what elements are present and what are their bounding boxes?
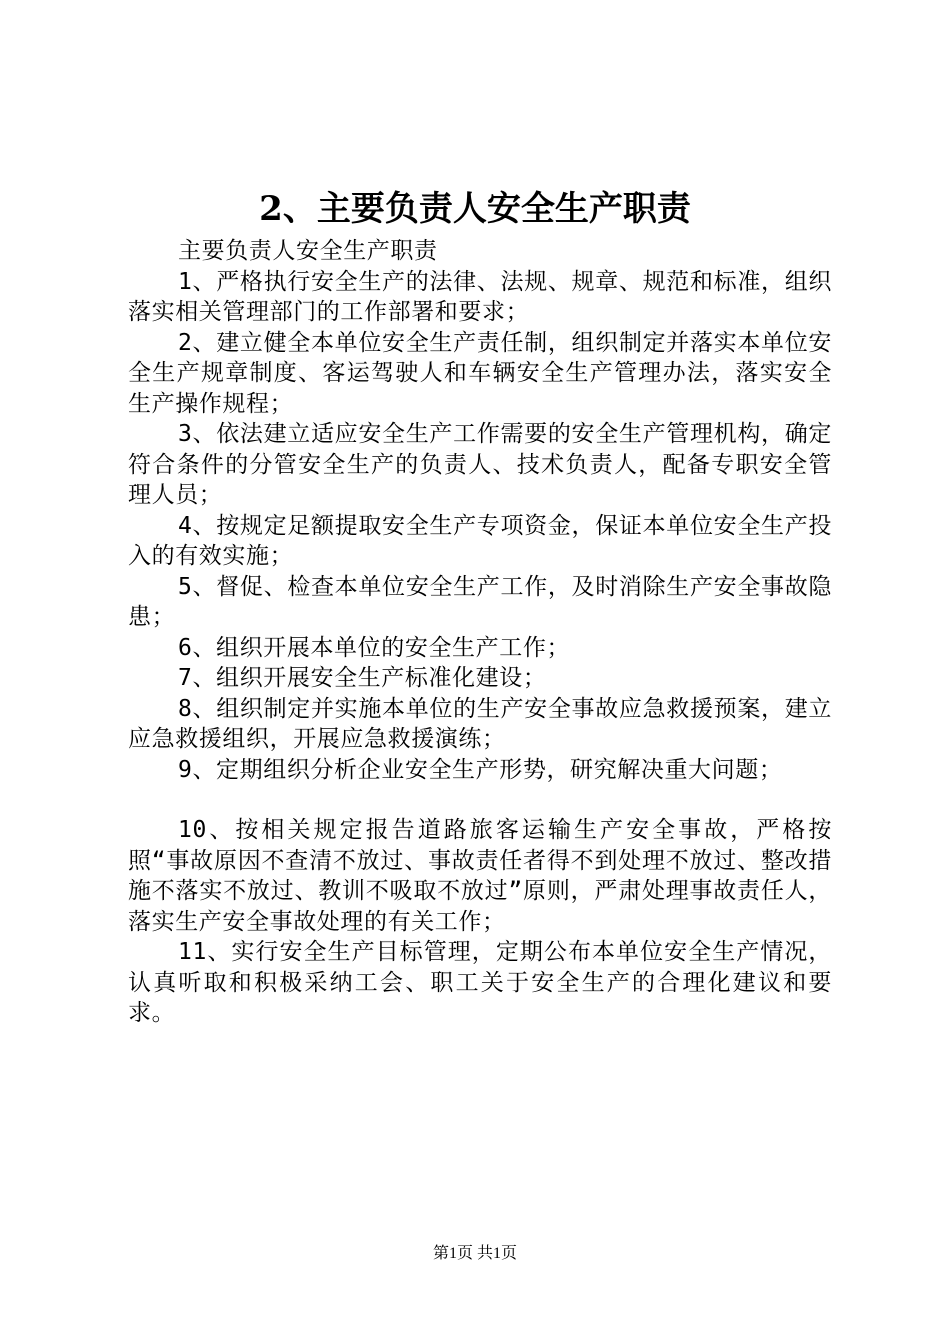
page-number-footer: 第1页 共1页 — [432, 1245, 517, 1262]
paragraph-item-2: 2、建立健全本单位安全生产责任制，组织制定并落实本单位安全生产规章制度、客运驾驶人和车辆安全生产管理办法，落实安全生产操作规程； — [128, 329, 832, 417]
paragraph-item-1: 1、严格执行安全生产的法律、法规、规章、规范和标准，组织落实相关管理部门的工作部署和要求； — [128, 268, 832, 325]
paragraph-item-3: 3、依法建立适应安全生产工作需要的安全生产管理机构，确定符合条件的分管安全生产的负责人、技术负责人，配备专职安全管理人员； — [128, 421, 832, 508]
paragraph-item-7: 7、组织开展安全生产标准化建设； — [178, 665, 547, 691]
paragraph-item-5: 5、督促、检查本单位安全生产工作，及时消除生产安全事故隐患； — [128, 573, 832, 630]
paragraph-item-9: 9、定期组织分析企业安全生产形势，研究解决重大问题； — [178, 756, 783, 783]
paragraph-heading: 主要负责人安全生产职责 — [178, 238, 438, 264]
paragraph-item-6: 6、组织开展本单位的安全生产工作； — [178, 634, 571, 661]
paragraph-item-11: 11、实行安全生产目标管理，定期公布本单位安全生产情况，认真听取和积极采纳工会、职工关于安全生产的合理化建议和要求。 — [128, 939, 832, 1026]
paragraph-item-8: 8、组织制定并实施本单位的生产安全事故应急救援预案，建立应急救援组织，开展应急救援演练； — [128, 695, 832, 752]
paragraph-item-4: 4、按规定足额提取安全生产专项资金，保证本单位安全生产投入的有效实施； — [128, 512, 832, 569]
document-title: 2、主要负责人安全生产职责 — [259, 189, 691, 229]
document-body — [128, 236, 832, 1029]
paragraph-item-10: 10、按相关规定报告道路旅客运输生产安全事故，严格按照“事故原因不查清不放过、事故责任者得不到处理不放过、整改措施不落实不放过、教训不吸取不放过”原则，严肃处理事故责任人，落实生产安全事故处理的有关工作； — [128, 817, 832, 935]
